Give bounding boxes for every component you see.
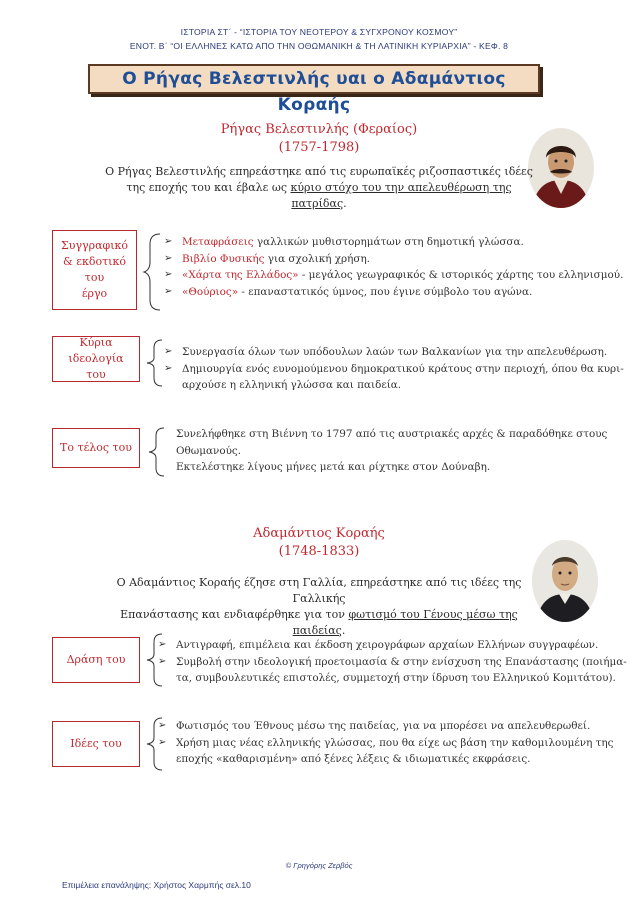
arrow-bullet-icon: ➢ [158,736,167,748]
arrow-bullet-icon: ➢ [164,269,173,280]
rigas-end-label: Το τέλος του [60,441,132,454]
korais-years: (1748-1833) [278,544,360,559]
rigas-intro-2a: της εποχής του και έβαλε ως [126,181,291,194]
rigas-end-brace-icon [146,426,168,478]
arrow-bullet-icon: ➢ [158,639,167,650]
rigas-intro-line-1: Ο Ρήγας Βελεστινλής επηρεάστηκε από τις ευρωπαϊκές ριζοσπαστικές ιδέες [105,165,533,178]
page-title-banner: Ο Ρήγας Βελεστινλής υαι ο Αδαμάντιος Κοραής [88,64,540,94]
korais-intro-2a: Επανάστασης και ενδιαφέρθηκε για τον [120,608,349,621]
arrow-bullet-icon: ➢ [164,285,173,297]
korais-action-label: Δράση του [66,653,126,666]
korais-name: Αδαμάντιος Κοραής [253,526,385,541]
rigas-work-list [164,234,624,300]
rigas-years: (1757-1798) [278,140,360,155]
list-item: ➢ Συνεργασία όλων των υπόδουλων λαών των Βαλκανίων για την απελευθέρωση. [164,344,624,361]
rigas-ideology-label-1: Κύρια ιδεολογία [68,336,124,365]
korais-action-list [158,637,628,687]
list-item: ➢ «Θούριος» - επαναστατικός ύμνος, που έγινε σύμβολο του αγώνα. [164,284,624,301]
list-item: ➢ Φωτισμός του Έθνους μέσω της παιδείας, για να μπορέσει να απελευθερωθεί. [158,718,628,735]
arrow-bullet-icon: ➢ [164,252,173,264]
rigas-ideology-brace-icon [144,338,166,388]
rigas-ideology-list [164,344,624,394]
rigas-work-label-box [52,230,137,310]
rigas-intro-2b: . [343,197,347,210]
footer-edit-note: Επιμέλεια επανάληψης: Χρήστος Χαρμπής σελ.10 [62,880,251,890]
list-item: ➢ Αντιγραφή, επιμέλεια και έκδοση χειρογράφων αρχαίων Ελλήνων συγγραφέων. [158,637,628,654]
rigas-intro [100,164,538,212]
rigas-intro-line-2 [100,180,538,212]
list-item: ➢ «Χάρτα της Ελλάδος» - μεγάλος γεωγραφικός & ιστορικός χάρτης του ελληνισμού. [164,267,624,284]
list-item: ➢ Χρήση μιας νέας ελληνικής γλώσσας, που θα είχε ως βάση την καθομιλουμένη της εποχής «καθαρισμένη» από ξένες λέξεις & ιδιωματικές εκφράσεις. [158,736,614,765]
rigas-work-label-3: έργο [81,287,108,300]
list-item: ➢ Δημιουργία ενός ευνομούμενου δημοκρατικού κράτους στην περιοχή, όπου θα κυρι- αρχούσε η ελληνική γλώσσα και παιδεία. [164,362,624,391]
rigas-work-label-2: & εκδοτικό του [62,255,126,284]
arrow-bullet-icon: ➢ [164,362,173,374]
korais-action-label-box [52,637,140,683]
arrow-bullet-icon: ➢ [158,720,167,731]
arrow-bullet-icon: ➢ [164,346,173,357]
rigas-end-line-3: Εκτελέστηκε λίγους μήνες μετά και ρίχτηκε στον Δούναβη. [176,461,491,473]
list-item: ➢ Μεταφράσεις γαλλικών μυθιστορημάτων στη δημοτική γλώσσα. [164,234,624,251]
korais-ideas-list [158,718,628,768]
rigas-end-text [176,426,626,476]
rigas-end-label-box [52,428,140,468]
footer-credit: © Γρηγόρης Ζερβός [285,861,353,870]
rigas-intro-underlined: κύριο στόχο του την απελευθέρωση της πατρίδας [290,181,512,210]
arrow-bullet-icon: ➢ [158,655,167,667]
list-item: ➢ Βιβλίο Φυσικής για σχολική χρήση. [164,251,624,268]
rigas-name: Ρήγας Βελεστινλής (Φεραίος) [220,122,418,137]
rigas-ideology-label-2: του [86,368,106,381]
rigas-ideology-label-box [52,336,140,382]
rigas-work-label-1: Συγγραφικό [60,239,129,252]
korais-ideas-label-box [52,721,140,767]
header-line-2: ΕΝΟΤ. Β΄ “ΟΙ ΕΛΛΗΝΕΣ ΚΑΤΩ ΑΠΟ ΤΗΝ ΟΘΩΜΑΝΙΚΗ & ΤΗ ΛΑΤΙΝΙΚΗ ΚΥΡΙΑΡΧΙΑ” - ΚΕΦ. 8 [129,41,509,51]
header-line-1: ΙΣΤΟΡΙΑ ΣΤ΄ - “ΙΣΤΟΡΙΑ ΤΟΥ ΝΕΟΤΕΡΟΥ & ΣΥΓΧΡΟΝΟΥ ΚΟΣΜΟΥ” [180,27,458,37]
korais-intro-underlined: φωτισμό του Γένους μέσω της παιδείας [292,608,518,637]
arrow-bullet-icon: ➢ [164,236,173,247]
korais-intro [96,575,542,639]
korais-intro-2b: . [341,624,346,637]
rigas-end-line-2: Οθωμανούς. [176,444,242,457]
korais-intro-line-1: Ο Αδαμάντιος Κοραής έζησε στη Γαλλία, επηρεάστηκε από τις ιδέες της Γαλλικής [116,576,522,605]
korais-ideas-label: Ιδέες του [70,737,122,750]
rigas-work-brace-icon [142,232,164,312]
rigas-end-line-1: Συνελήφθηκε στη Βιέννη το 1797 από τις αυστριακές αρχές & παραδόθηκε στους [176,428,608,440]
list-item: ➢ Συμβολή στην ιδεολογική προετοιμασία & στην ενίσχυση της Επανάστασης (ποιήμα- τα, συμβουλευτικές επιστολές, συμμετοχή στην ίδρυση του Ελληνικού Κομιτάτου). [158,655,627,684]
